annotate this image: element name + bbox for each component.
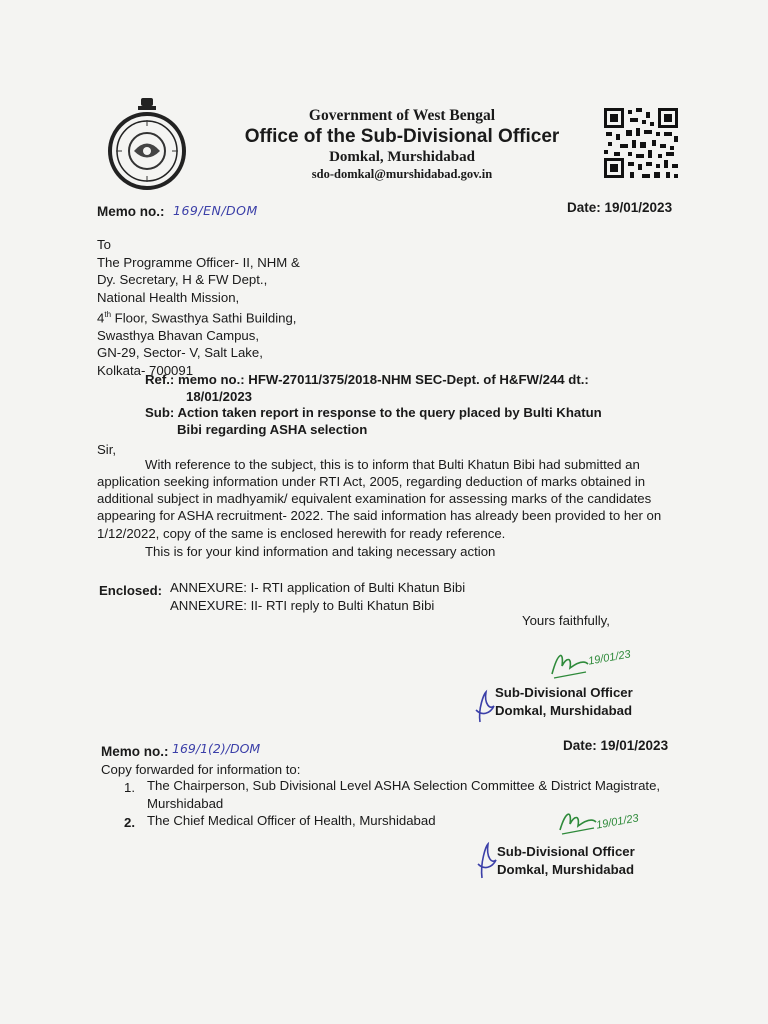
list-item-number: 1. — [124, 780, 135, 795]
qr-code-icon — [604, 108, 678, 178]
copy-forwarded-label: Copy forwarded for information to: — [101, 762, 301, 777]
memo-label: Memo no.: — [97, 204, 165, 219]
to-label: To — [97, 237, 111, 252]
signature-date-handwritten-2: 19/01/23 — [595, 812, 640, 832]
yours-faithfully: Yours faithfully, — [522, 613, 610, 628]
address-line: Dy. Secretary, H & FW Dept., — [97, 272, 268, 287]
subject-line-2: Bibi regarding ASHA selection — [177, 422, 368, 437]
government-name: Government of West Bengal — [308, 107, 496, 124]
subject-line: Sub: Action taken report in response to the query placed by Bulti Khatun — [145, 405, 602, 420]
enclosure-item: ANNEXURE: I- RTI application of Bulti Khatun Bibi — [170, 580, 466, 595]
address-line: Swasthya Bhavan Campus, — [97, 327, 259, 343]
salutation: Sir, — [97, 442, 117, 457]
office-title: Office of the Sub-Divisional Officer — [244, 126, 560, 147]
address-line: The Programme Officer- II, NHM & — [97, 254, 300, 270]
enclosed-label: Enclosed: — [99, 583, 163, 598]
signature-date-handwritten: 19/01/23 — [587, 648, 632, 668]
signatory-title-2: Sub-Divisional Officer — [497, 844, 635, 859]
memo-number-handwritten: 169/EN/DOM — [173, 203, 258, 218]
memo-date-2: Date: 19/01/2023 — [563, 738, 669, 753]
signatory-title: Sub-Divisional Officer — [495, 685, 633, 700]
body-paragraph-line: 1/12/2022, copy of the same is enclosed herewith for ready reference. — [97, 526, 506, 541]
memo-label-2: Memo no.: — [101, 744, 169, 759]
list-item-number: 2. — [124, 815, 135, 830]
office-location: Domkal, Murshidabad — [329, 149, 475, 165]
closing-line: This is for your kind information and taking necessary action — [145, 544, 496, 559]
copy-recipient-line: The Chairperson, Sub Divisional Level ASHA Selection Committee & District Magistrate, — [147, 778, 661, 793]
reference-line: Ref.: memo no.: HFW-27011/375/2018-NHM SEC-Dept. of H&FW/244 dt.: — [145, 372, 589, 387]
reference-date: 18/01/2023 — [186, 389, 253, 404]
enclosure-item: ANNEXURE: II- RTI reply to Bulti Khatun Bibi — [170, 598, 435, 613]
copy-recipient-line: Murshidabad — [147, 796, 224, 811]
body-paragraph-line: appearing for ASHA recruitment- 2022. The said information has already been provided to her on — [97, 508, 662, 523]
memo-number-handwritten-2: 169/1(2)/DOM — [172, 741, 261, 756]
address-line: National Health Mission, — [97, 289, 240, 305]
body-paragraph-line: With reference to the subject, this is to inform that Bulti Khatun Bibi had submitted an — [145, 457, 640, 472]
office-email: sdo-domkal@murshidabad.gov.in — [311, 167, 493, 181]
signatory-place-2: Domkal, Murshidabad — [497, 862, 635, 877]
signatory-place: Domkal, Murshidabad — [495, 703, 633, 718]
body-paragraph-line: additional subject in madhyamik/ equivalent examination for assessing marks of the candidates — [97, 491, 652, 506]
address-line: Kolkata- 700091 — [97, 362, 194, 378]
address-line: GN-29, Sector- V, Salt Lake, — [97, 345, 263, 361]
copy-recipient-line: The Chief Medical Officer of Health, Murshidabad — [147, 813, 436, 828]
body-paragraph-line: application seeking information under RTI Act, 2005, regarding deduction of marks obtained in — [97, 474, 646, 489]
memo-date: Date: 19/01/2023 — [567, 200, 673, 215]
recipient-address — [97, 236, 300, 379]
address-line-floor: 4th Floor, Swasthya Sathi Building, — [97, 310, 297, 326]
